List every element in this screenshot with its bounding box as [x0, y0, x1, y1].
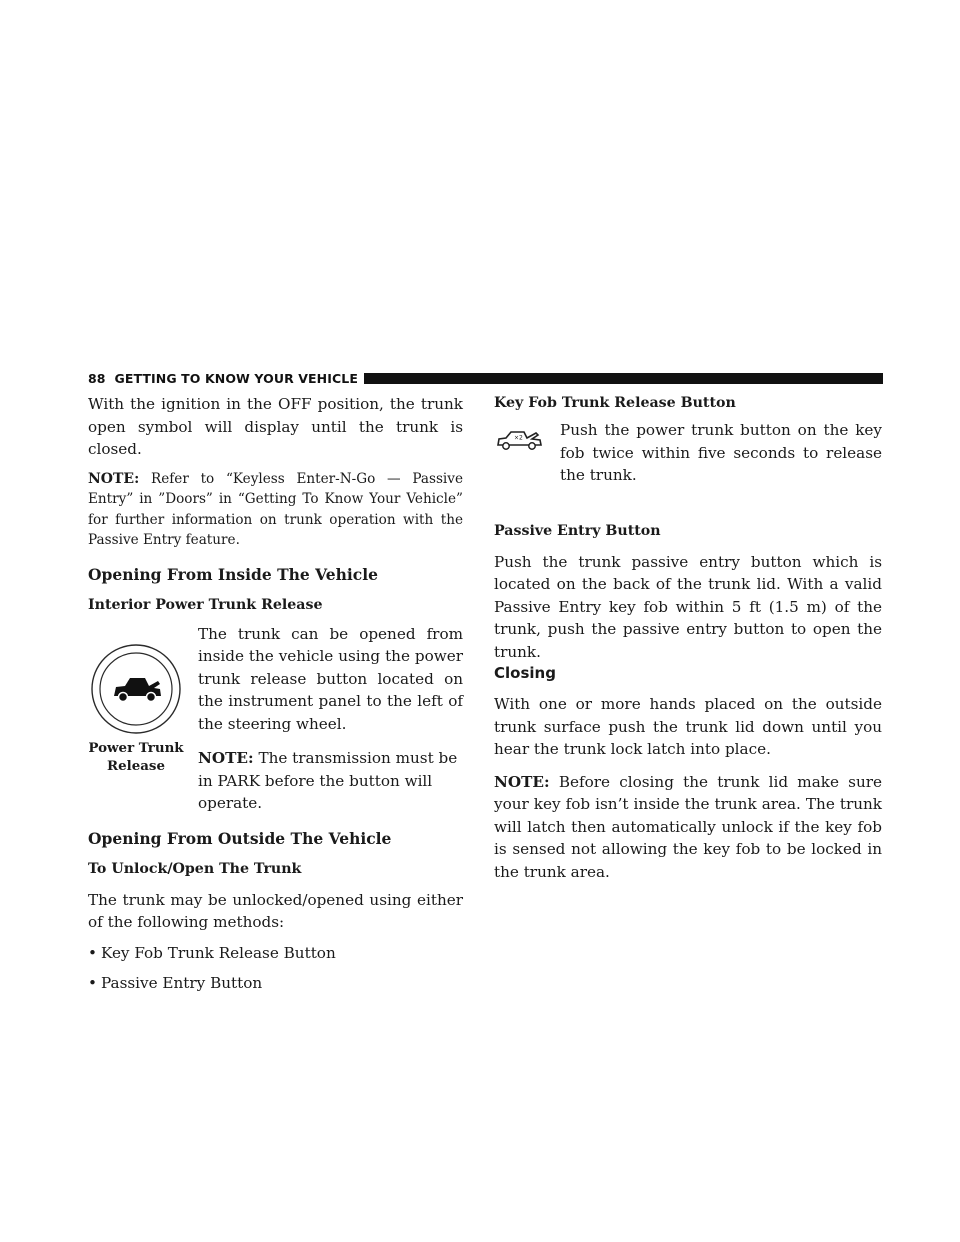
- intro-paragraph: With the ignition in the OFF position, the trunk open symbol will display until the trunk is closed.: [88, 395, 463, 458]
- list-item-text: Passive Entry Button: [101, 974, 263, 992]
- unlock-paragraph: The trunk may be unlocked/opened using either of the following methods:: [88, 890, 463, 931]
- power-trunk-release-icon: [90, 643, 182, 735]
- subheading-interior-release: Interior Power Trunk Release: [88, 596, 323, 613]
- note-label: NOTE:: [88, 470, 140, 487]
- page-number: 88: [88, 370, 106, 386]
- interior-release-text-block: [198, 623, 463, 815]
- heading-opening-outside: Opening From Outside The Vehicle: [88, 828, 392, 848]
- note-label: NOTE:: [198, 749, 254, 767]
- note-keyless: [88, 469, 463, 551]
- interior-release-block: [88, 623, 463, 815]
- note-keyfob-inside: [494, 771, 882, 884]
- note-text: Before closing the trunk lid make sure your key fob isn’t inside the trunk area. The trunk will latch then automatically unlock if the key fob is sensed not allowing the key fob to be locked in the trunk area.: [494, 772, 883, 881]
- figure-caption: Power Trunk Release: [88, 739, 184, 774]
- subheading-unlock-open: To Unlock/Open The Trunk: [88, 860, 302, 877]
- closing-paragraph: With one or more hands placed on the outside trunk surface push the trunk lid down until you hear the trunk lock latch into place.: [494, 695, 882, 758]
- interior-release-paragraph: The trunk can be opened from inside the vehicle using the power trunk release button located on the instrument panel to the left of the steering wheel.: [198, 624, 463, 733]
- keyfob-block: [494, 419, 882, 487]
- bullet-icon: •: [88, 943, 97, 962]
- list-item-text: Key Fob Trunk Release Button: [101, 943, 336, 962]
- svg-text:×2: ×2: [514, 434, 523, 442]
- methods-list: [88, 942, 463, 995]
- left-column: [88, 393, 463, 995]
- keyfob-icon-wrap: [494, 419, 560, 487]
- keyfob-trunk-icon: [494, 427, 546, 453]
- note-text: The transmission must be in PARK before the button will operate.: [198, 749, 458, 812]
- passive-entry-paragraph: Push the trunk passive entry button which is located on the back of the trunk lid. With a valid Passive Entry key fob within 5 ft (1.5 m) of the trunk, push the passive entry button to open the trunk.: [494, 552, 882, 661]
- header-label: [88, 371, 364, 386]
- keyfob-paragraph: Push the power trunk button on the key fob twice within five seconds to release the trunk.: [560, 421, 882, 484]
- heading-opening-inside: Opening From Inside The Vehicle: [88, 564, 378, 584]
- section-title: GETTING TO KNOW YOUR VEHICLE: [114, 370, 358, 386]
- note-park: [198, 747, 463, 815]
- bullet-icon: •: [88, 974, 97, 992]
- list-item: [88, 942, 463, 965]
- power-trunk-figure: [88, 643, 184, 815]
- note-label: NOTE:: [494, 772, 550, 791]
- right-column: [494, 393, 882, 883]
- subheading-keyfob-release: Key Fob Trunk Release Button: [494, 395, 736, 411]
- page-header: [88, 370, 883, 386]
- header-rule: [364, 373, 883, 384]
- heading-closing: Closing: [494, 664, 556, 682]
- list-item: [88, 972, 463, 995]
- note-text: Refer to “Keyless Enter-N-Go — Passive Entry” in ”Doors” in “Getting To Know Your Vehicle” for further information on trunk operation with the Passive Entry feature.: [88, 470, 463, 548]
- subheading-passive-entry: Passive Entry Button: [494, 522, 661, 539]
